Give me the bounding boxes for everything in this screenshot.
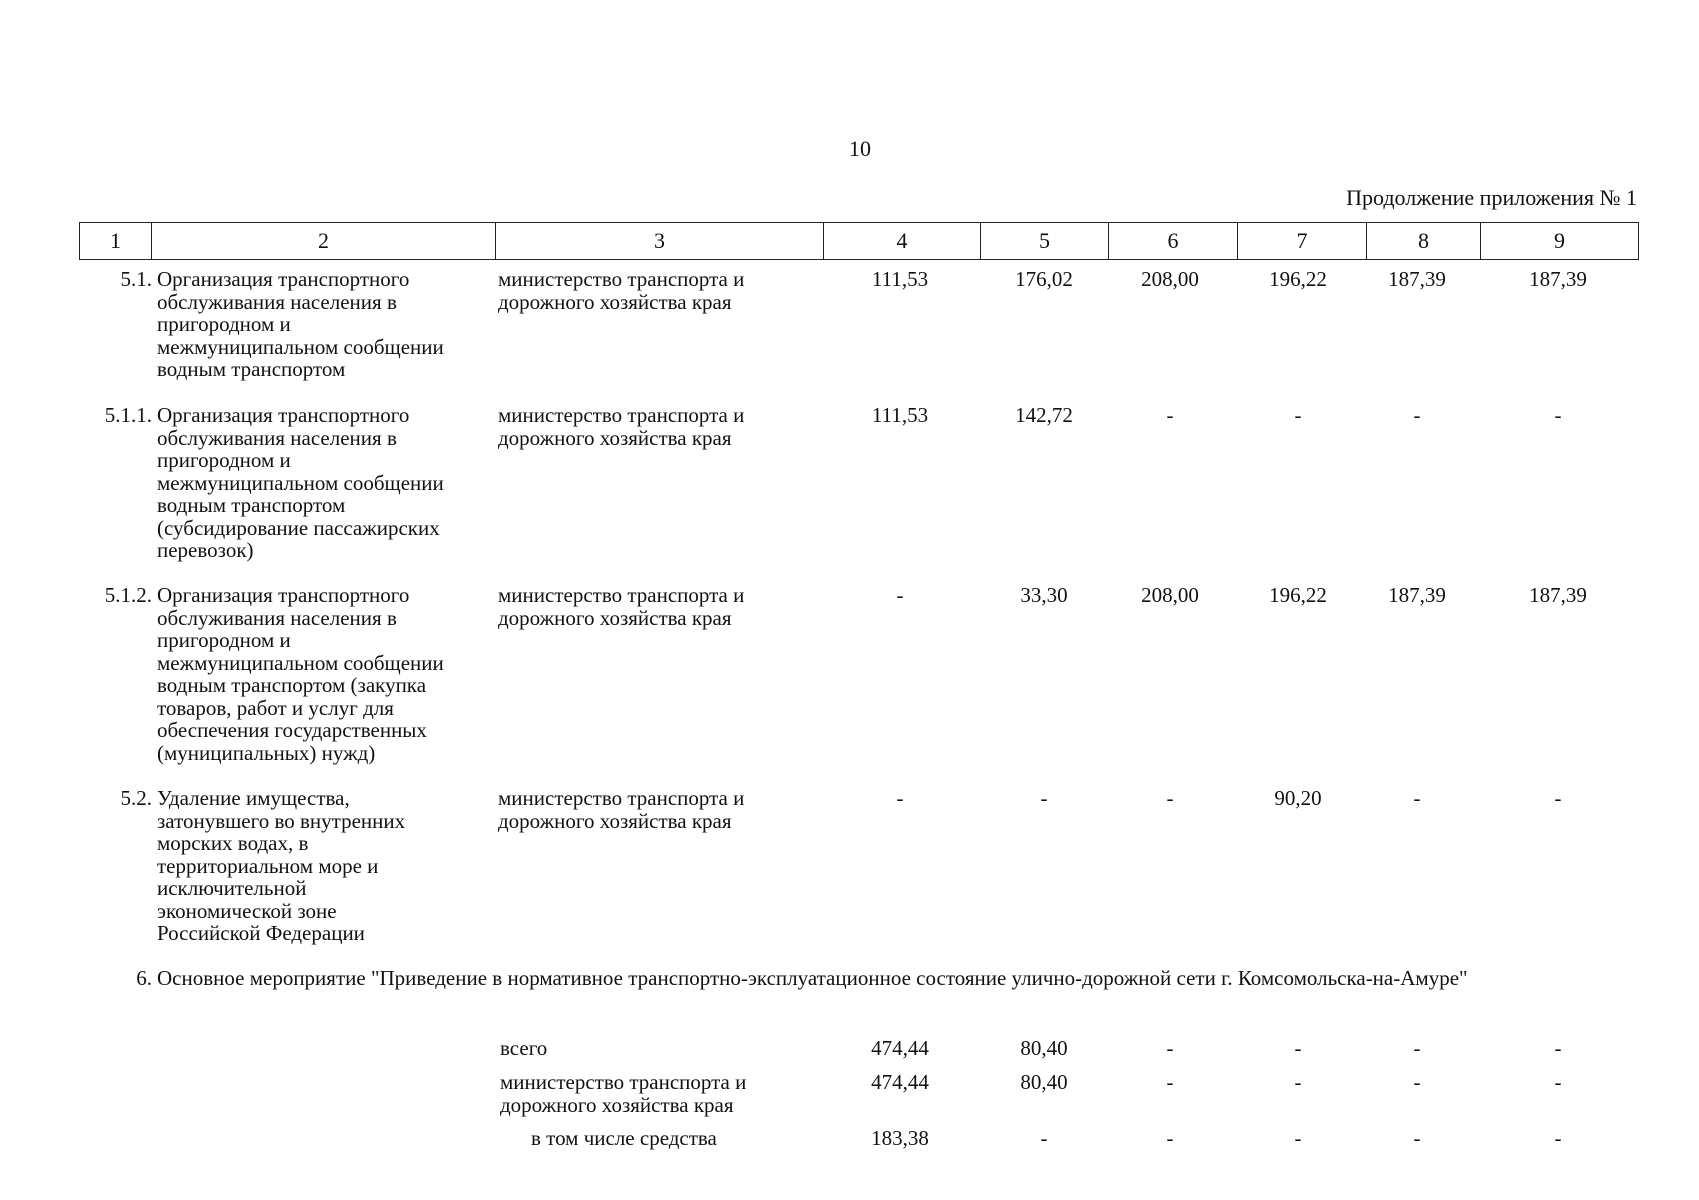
value-col-5: -	[1040, 1126, 1048, 1150]
header-cell: 1	[80, 223, 152, 260]
value-col-7: -	[1294, 1036, 1302, 1060]
value-col-8: 187,39	[1388, 583, 1446, 607]
value-col-8: -	[1413, 1126, 1421, 1150]
value-col-7: 90,20	[1274, 786, 1322, 810]
value-col-9: -	[1554, 1070, 1562, 1094]
value-col-7: 196,22	[1269, 267, 1327, 291]
executor: министерство транспорта и дорожного хозяйства края	[498, 786, 745, 833]
activity-name: Организация транспортного обслуживания населения в пригородном и межмуниципальном сообщении водным транспортом (субсидирование пассажирских перевозок)	[157, 403, 444, 562]
page-number: 10	[849, 136, 871, 161]
activity-name: Организация транспортного обслуживания населения в пригородном и межмуниципальном сообщении водным транспортом	[157, 267, 444, 381]
value-col-5: -	[1040, 786, 1048, 810]
value-col-6: -	[1166, 786, 1174, 810]
header-cell: 8	[1367, 223, 1481, 260]
value-col-4: 111,53	[871, 267, 929, 291]
value-col-6: -	[1166, 1126, 1174, 1150]
value-col-6: -	[1166, 1036, 1174, 1060]
header-cell: 5	[981, 223, 1109, 260]
value-col-6: -	[1166, 403, 1174, 427]
section-number: 6.	[136, 966, 152, 990]
value-col-5: 33,30	[1020, 583, 1068, 607]
value-col-9: 187,39	[1529, 583, 1587, 607]
subrow-label: всего	[500, 1036, 548, 1060]
value-col-9: -	[1554, 403, 1562, 427]
executor: министерство транспорта и дорожного хозяйства края	[498, 583, 745, 630]
header-cell: 6	[1109, 223, 1238, 260]
executor: министерство транспорта и дорожного хозяйства края	[498, 267, 745, 314]
activity-name: Удаление имущества, затонувшего во внутренних морских водах, в территориальном море и исключительной экономической зоне Российской Федерации	[157, 786, 406, 945]
value-col-6: 208,00	[1141, 267, 1199, 291]
value-col-9: -	[1554, 1126, 1562, 1150]
executor: министерство транспорта и дорожного хозяйства края	[498, 403, 745, 450]
value-col-5: 80,40	[1020, 1036, 1068, 1060]
column-number-header	[79, 222, 1639, 260]
value-col-6: 208,00	[1141, 583, 1199, 607]
value-col-9: -	[1554, 786, 1562, 810]
header-cell: 3	[496, 223, 824, 260]
row-number: 5.1.	[120, 267, 152, 291]
value-col-6: -	[1166, 1070, 1174, 1094]
value-col-8: -	[1413, 786, 1421, 810]
header-cell: 9	[1481, 223, 1639, 260]
value-col-5: 80,40	[1020, 1070, 1068, 1094]
value-col-5: 176,02	[1015, 267, 1073, 291]
value-col-5: 142,72	[1015, 403, 1073, 427]
value-col-4: 474,44	[871, 1036, 929, 1060]
subrow-label: министерство транспорта и дорожного хозяйства края	[500, 1070, 747, 1117]
value-col-8: -	[1413, 403, 1421, 427]
value-col-9: 187,39	[1529, 267, 1587, 291]
row-number: 5.1.2.	[104, 583, 152, 607]
value-col-4: -	[896, 786, 904, 810]
value-col-4: -	[896, 583, 904, 607]
value-col-8: -	[1413, 1036, 1421, 1060]
value-col-7: -	[1294, 403, 1302, 427]
value-col-4: 111,53	[871, 403, 929, 427]
value-col-7: -	[1294, 1126, 1302, 1150]
activity-name: Организация транспортного обслуживания населения в пригородном и межмуниципальном сообщении водным транспортом (закупка товаров, работ и услуг для обеспечения государственных (муниципальных) нужд)	[157, 583, 444, 765]
row-number: 5.1.1.	[104, 403, 152, 427]
value-col-8: 187,39	[1388, 267, 1446, 291]
header-cell: 7	[1238, 223, 1367, 260]
row-number: 5.2.	[120, 786, 152, 810]
value-col-4: 183,38	[871, 1126, 929, 1150]
header-cell: 2	[152, 223, 496, 260]
section-title: Основное мероприятие "Приведение в нормативное транспортно-эксплуатационное состояние улично-дорожной сети г. Комсомольска-на-Амуре"	[157, 966, 1468, 990]
value-col-4: 474,44	[871, 1070, 929, 1094]
value-col-9: -	[1554, 1036, 1562, 1060]
value-col-7: -	[1294, 1070, 1302, 1094]
header-row	[80, 223, 1639, 260]
header-cell: 4	[824, 223, 981, 260]
value-col-7: 196,22	[1269, 583, 1327, 607]
value-col-8: -	[1413, 1070, 1421, 1094]
subrow-label: в том числе средства	[531, 1126, 717, 1150]
appendix-continuation-note: Продолжение приложения № 1	[1346, 185, 1637, 210]
